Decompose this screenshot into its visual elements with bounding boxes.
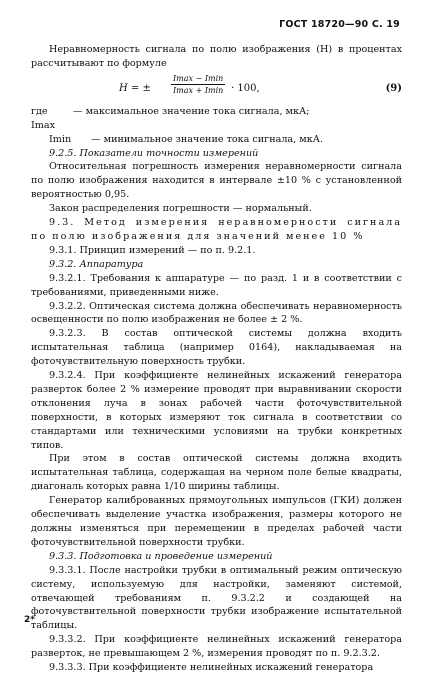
- definition-text: — минимальное значение тока сигнала, мкА.: [91, 133, 324, 145]
- formula-lhs: H = ±: [119, 82, 151, 94]
- page-footer-mark: 2*: [24, 615, 35, 625]
- definition-row: [31, 133, 402, 147]
- section-9-3-2-2: 9.3.2.2. Оптическая система должна обеспечивать неравномерность освещенности по полю изображения не более ± 2 %.: [31, 300, 402, 326]
- formula-denominator: Imax + Imin: [173, 85, 224, 95]
- section-9-3-3-title: 9.3.3. Подготовка и проведение измерений: [49, 550, 273, 562]
- formula-fraction: [171, 73, 225, 96]
- section-9-3-2-title: 9.3.2. Аппаратура: [49, 258, 144, 270]
- formula-number: (9): [385, 82, 402, 94]
- section-9-3-1: 9.3.1. Принцип измерений — по п. 9.2.1.: [49, 244, 256, 256]
- section-9-3-3-2: 9.3.3.2. При коэффициенте нелинейных искажений генератора разверток, не превышающем 2 %, измерения проводят по п. 9.2.3.2.: [31, 634, 402, 660]
- section-9-2-5-title: 9.2.5. Показатели точности измерений: [49, 147, 259, 159]
- formula-definitions: [31, 105, 402, 147]
- section-9-3-2-4: 9.3.2.4. При коэффициенте нелинейных искажений генератора разверток более 2 % измерение проводят при выравнивании скорости отклонения луча в зонах рабочей части фоточувствительной поверхности, в которых измеряют ток сигнала в соответствии со стандартами или техническими условиями на трубки конкретных типов.: [31, 370, 402, 451]
- formula-tail: · 100,: [231, 82, 260, 94]
- definition-row: [31, 105, 402, 133]
- definition-symbol: Imin: [49, 133, 72, 145]
- paragraph-intro: Неравномерность сигнала по полю изображения (H) в процентах рассчитывают по формуле: [31, 44, 402, 69]
- section-9-2-5-text: Относительная погрешность измерения неравномерности сигнала по полю изображения находится в интервале ±10 % с установленной вероятностью 0,95.: [31, 161, 402, 201]
- definition-text: — максимальное значение тока сигнала, мкА;: [73, 105, 310, 117]
- section-9-3-3-1: 9.3.3.1. После настройки трубки в оптимальный режим оптическую систему, используемую для настройки, заменяют системой, отвечающей требованиям п. 9.3.2.2 и создающей на фоточувствительной поверхности трубки изображение испытательной таблицы.: [31, 564, 402, 632]
- section-9-3-2-4-table: При этом в состав оптической системы должна входить испытательная таблица, содержащая на черном поле белые квадраты, диагональ которых равна 1/10 ширины таблицы.: [31, 453, 402, 493]
- section-9-3-2-1: 9.3.2.1. Требования к аппаратуре — по разд. 1 и в соответствии с требованиями, приведенными ниже.: [31, 272, 402, 298]
- section-9-2-5-law: Закон распределения погрешности — нормальный.: [49, 203, 312, 215]
- section-9-3-3-3: 9.3.3.3. При коэффициенте нелинейных искажений генератора: [49, 662, 374, 674]
- page-body: [31, 43, 402, 675]
- definition-symbol: где Imax: [31, 105, 56, 131]
- formula-numerator: Imax − Imin: [173, 73, 224, 83]
- section-9-3-2-4-generator: Генератор калиброванных прямоугольных импульсов (ГКИ) должен обеспечивать выделение участка изображения, размеры которого не должны изменяться при перемещении в пределах рабочей части фоточувствительной поверхности трубки.: [31, 495, 402, 548]
- section-9-3-2-3: 9.3.2.3. В состав оптической системы должна входить испытательная таблица (например 0164), накладываемая на фоточувствительную поверхность трубки.: [31, 328, 402, 368]
- formula-9: [31, 73, 402, 103]
- page-header: ГОСТ 18720—90 С. 19: [279, 19, 400, 30]
- section-9-3-title: 9.3. Метод измерения неравномерности сигнала по полю изображения для значений менее 10 %: [31, 217, 402, 242]
